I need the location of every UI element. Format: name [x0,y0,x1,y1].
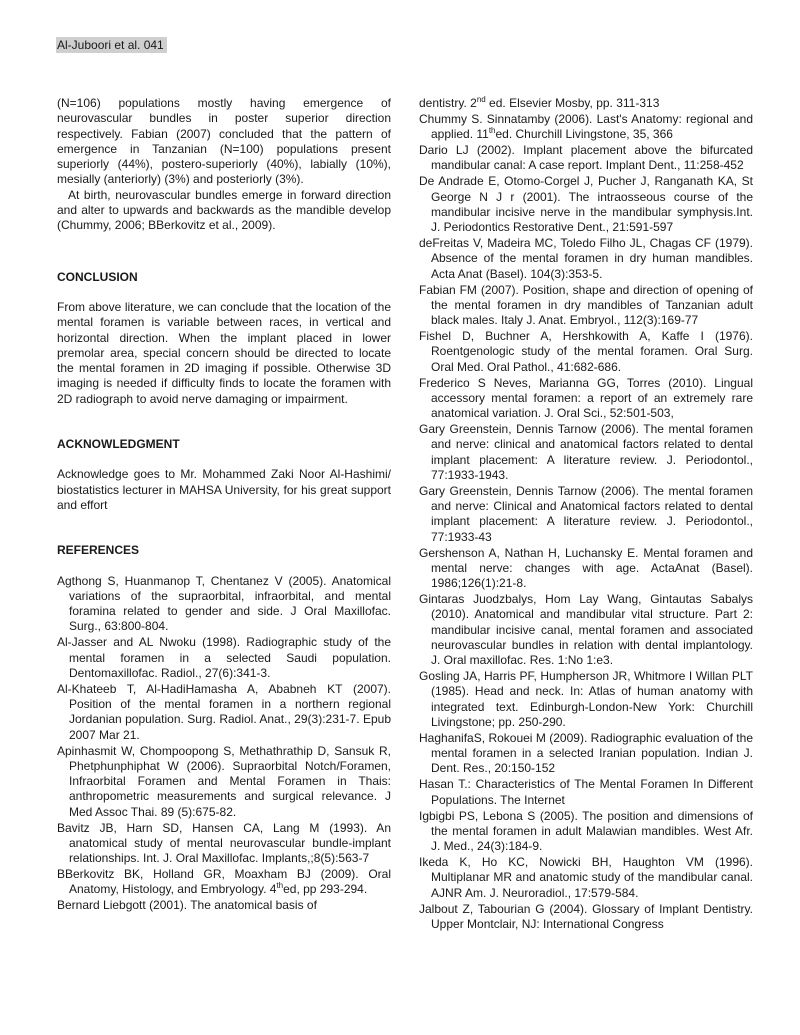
intro-paragraph-2: At birth, neurovascular bundles emerge in forward direction and alter to upwards and backwards as the mandible develop (Chummy, 2006; BBerkovitz et al., 2009). [57,187,391,233]
references-heading: REFERENCES [57,543,140,558]
reference-entry: Fabian FM (2007). Position, shape and direction of opening of the mental foramen in dry mandibles of Tanzanian adult black males. Italy J. Anat. Embryol., 112(3):169-77 [419,282,753,328]
reference-entry: Agthong S, Huanmanop T, Chentanez V (2005). Anatomical variations of the supraorbital, infraorbital, and mental foramina related to gender and side. J Oral Maxillofac. Surg., 63:800-804. [57,573,391,634]
reference-text: dentistry. 2 [419,96,477,110]
reference-entry [419,112,753,143]
reference-entry: Frederico S Neves, Marianna GG, Torres (2010). Lingual accessory mental foramen: a report of an extremely rare anatomical variation. J. Oral Sci., 52:501-503, [419,375,753,421]
reference-entry: Apinhasmit W, Chompoopong S, Methathrathip D, Sansuk R, Phetphunphiphat W (2006). Supraorbital Notch/Foramen, Infraorbital Foramen and Mental Foramen in Thais: anthropometric measurements and surgical relevance. J Med Assoc Thai. 89 (5):675-82. [57,743,391,819]
reference-entry: Gosling JA, Harris PF, Humpherson JR, Whitmore I Willan PLT (1985). Head and neck. In: Atlas of human anatomy with integrated text. Edinburgh-London-New York: Churchill Livingstone; pp. 250-290. [419,669,753,729]
acknowledgment-text: Acknowledge goes to Mr. Mohammed Zaki Noor Al-Hashimi/ biostatistics lecturer in MAHSA University, for his great support and effort [57,467,391,512]
superscript: th [488,126,496,136]
reference-text: ed. Elsevier Mosby, pp. 311-313 [485,96,660,110]
reference-entry: Ikeda K, Ho KC, Nowicki BH, Haughton VM (1996). Multiplanar MR and anatomic study of the mandibular canal. AJNR Am. J. Neuroradiol., 17:579-584. [419,855,753,900]
reference-text: Chummy S. Sinnatamby (2006). Last's Anatomy: regional and applied. 11 [419,111,753,142]
reference-entry: deFreitas V, Madeira MC, Toledo Filho JL, Chagas CF (1979). Absence of the mental foramen in dry human mandibles. Acta Anat (Basel). 104(3):353-5. [419,236,753,281]
left-column [57,96,391,914]
superscript: th [276,881,284,891]
reference-entry: Al-Jasser and AL Nwoku (1998). Radiographic study of the mental foramen in a selected Saudi population. Dentomaxillofac. Radiol., 27(6):341-3. [57,635,391,680]
reference-entry: Bernard Liebgott (2001). The anatomical basis of [57,898,317,913]
reference-entry: Dario LJ (2002). Implant placement above the bifurcated mandibular canal: A case report. Implant Dent., 11:258-452 [419,143,753,173]
reference-entry: De Andrade E, Otomo-Corgel J, Pucher J, Ranganath KA, St George N J r (2001). The intraosseous course of the mandibular incisive nerve in the mandibular symphysis.Int. J. Periodontics Restorative Dent., 21:591-597 [419,174,753,235]
reference-entry: Igbigbi PS, Lebona S (2005). The position and dimensions of the mental foramen in adult Malawian mandibles. West Afr. J. Med., 24(3):184-9. [419,808,753,854]
conclusion-heading: CONCLUSION [57,269,138,284]
running-head: Al-Juboori et al. 041 [56,37,167,53]
reference-entry: Bavitz JB, Harn SD, Hansen CA, Lang M (1993). An anatomical study of mental neurovascular bundle-implant relationships. Int. J. Oral Maxillofac. Implants,;8(5):563-7 [57,820,391,866]
reference-entry: Al-Khateeb T, Al-HadiHamasha A, Ababneh KT (2007). Position of the mental foramen in a northern regional Jordanian population. Surg. Radiol. Anat., 29(3):231-7. Epub 2007 Mar 21. [57,681,391,742]
reference-entry: Gary Greenstein, Dennis Tarnow (2006). The mental foramen and nerve: Clinical and Anatomical factors related to dental implant placement: A literature review. J. Periodontol., 77:1933-43 [419,483,753,544]
right-column [419,96,753,933]
reference-entry: Jalbout Z, Tabourian G (2004). Glossary of Implant Dentistry. Upper Montclair, NJ: International Congress [419,901,753,931]
reference-entry [57,867,391,898]
conclusion-text: From above literature, we can conclude that the location of the mental foramen is variable between races, in vertical and horizontal direction. When the implant placed in lower premolar area, special concern should be directed to locate the mental foramen in 2D imaging if possible. Otherwise 3D imaging is needed if difficulty finds to locate the foramen with 2D radiograph to avoid nerve damaging or impairment. [57,299,391,406]
reference-text: ed, pp 293-294. [283,882,368,897]
reference-entry: Gershenson A, Nathan H, Luchansky E. Mental foramen and mental nerve: changes with age. ActaAnat (Basel). 1986;126(1):21-8. [419,545,753,591]
intro-paragraph-1: (N=106) populations mostly having emergence of neurovascular bundles in poster superior direction respectively. Fabian (2007) concluded that the pattern of emergence in Tanzanian (N=100) populations present superiorly (44%), postero-superiorly (40%), labially (10%), mesially (anteriorly) (3%) and posteriorly (3%). [57,96,391,187]
acknowledgment-heading: ACKNOWLEDGMENT [57,437,180,452]
reference-entry: HaghanifaS, Rokouei M (2009). Radiographic evaluation of the mental foramen in a selected Iranian population. Indian J. Dent. Res., 20:150-152 [419,730,753,776]
reference-continuation [419,96,753,111]
reference-entry: Gintaras Juodzbalys, Hom Lay Wang, Gintautas Sabalys (2010). Anatomical and mandibular vital structure. Part 2: mandibular incisive canal, mental foramen and associated neurovascular bundles in relation with dental implantology. J. Oral maxillofac. Res. 1:No 1:e3. [419,592,753,668]
superscript: nd [476,95,486,104]
reference-entry: Hasan T.: Characteristics of The Mental Foramen In Different Populations. The Internet [419,777,753,807]
reference-text: BBerkovitz BK, Holland GR, Moaxham BJ (2009). Oral Anatomy, Histology, and Embryology. 4 [57,867,391,897]
reference-text: ed. Churchill Livingstone, 35, 366 [495,127,673,142]
reference-entry: Fishel D, Buchner A, Hershkowith A, Kaffe I (1976). Roentgenologic study of the mental foramen. Oral Surg. Oral Med. Oral Pathol., 41:682-686. [419,329,753,374]
reference-entry: Gary Greenstein, Dennis Tarnow (2006). The mental foramen and nerve: clinical and anatomical factors related to dental implant placement: A literature review. J. Periodontol., 77:1933-1943. [419,421,753,482]
